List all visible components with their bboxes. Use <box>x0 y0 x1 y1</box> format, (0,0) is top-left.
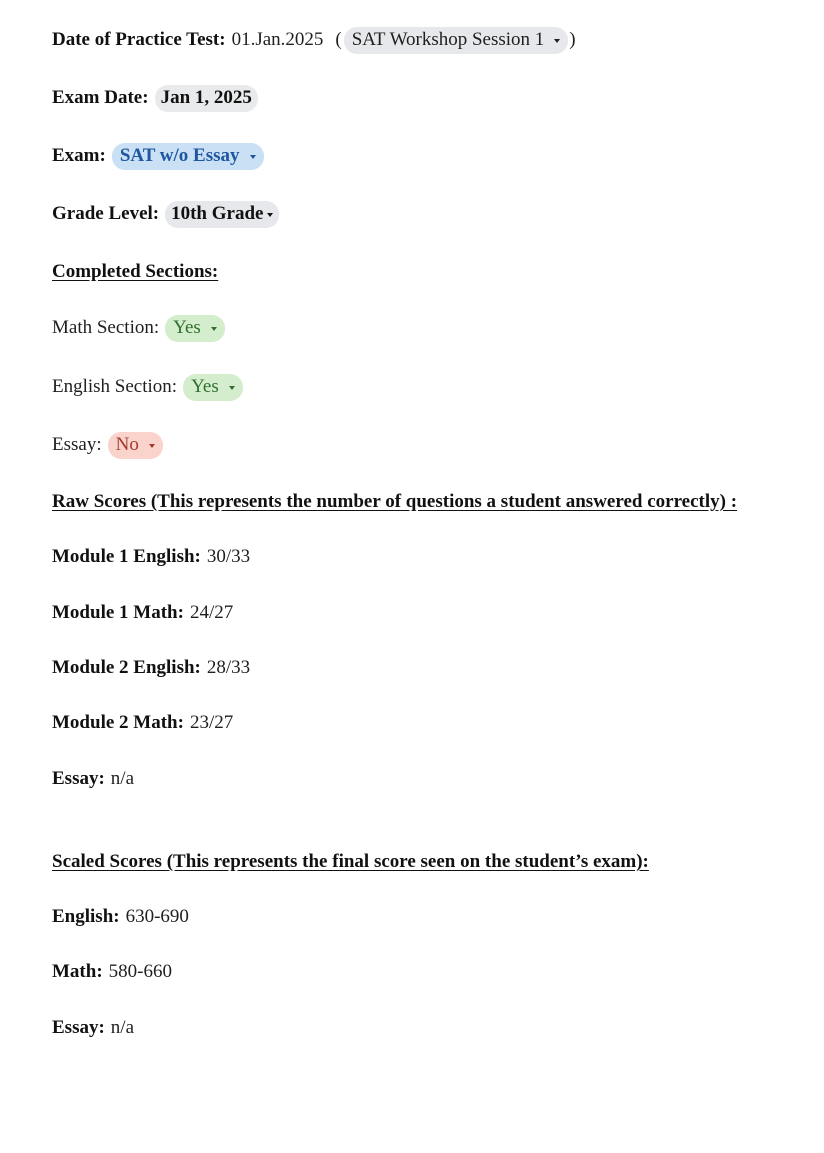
scaled-score-value: 630-690 <box>125 906 189 927</box>
raw-score-value: 24/27 <box>189 602 234 623</box>
raw-score-row <box>52 543 250 571</box>
chevron-down-icon <box>229 386 235 390</box>
practice-test-row <box>52 26 576 54</box>
scaled-score-row <box>52 958 172 986</box>
raw-scores-heading-row <box>52 488 737 516</box>
practice-test-date: 01.Jan.2025 <box>231 29 324 50</box>
practice-test-label: Date of Practice Test: <box>52 29 226 50</box>
exam-dropdown[interactable] <box>112 143 264 170</box>
english-section-value: Yes <box>191 376 219 397</box>
raw-score-row <box>52 709 233 737</box>
completed-sections-heading-row <box>52 258 218 286</box>
raw-score-value: n/a <box>110 768 135 789</box>
math-section-value: Yes <box>173 317 201 338</box>
scaled-score-value: n/a <box>110 1017 135 1038</box>
raw-scores-heading: Raw Scores (This represents the number of questions a student answered correctly) : <box>52 491 738 512</box>
exam-date-label: Exam Date: <box>52 87 149 108</box>
math-section-dropdown[interactable] <box>165 315 225 342</box>
exam-date-value: Jan 1, 2025 <box>160 87 252 108</box>
english-section-row <box>52 373 243 401</box>
raw-score-value: 30/33 <box>206 546 251 567</box>
essay-section-label: Essay: <box>52 434 102 455</box>
grade-level-value: 10th Grade <box>171 203 264 224</box>
paren-close: ) <box>569 29 576 50</box>
math-section-row <box>52 314 225 342</box>
exam-label: Exam: <box>52 145 106 166</box>
chevron-down-icon <box>149 444 155 448</box>
english-section-label: English Section: <box>52 376 178 397</box>
exam-date-row <box>52 84 258 112</box>
essay-section-dropdown[interactable] <box>108 432 163 459</box>
raw-score-row <box>52 654 250 682</box>
raw-score-label: Module 2 Math: <box>52 712 184 733</box>
scaled-score-label: English: <box>52 906 120 927</box>
math-section-label: Math Section: <box>52 317 160 338</box>
raw-score-row <box>52 599 233 627</box>
scaled-score-label: Math: <box>52 961 103 982</box>
completed-sections-heading: Completed Sections: <box>52 261 219 282</box>
scaled-scores-heading: Scaled Scores (This represents the final score seen on the student’s exam): <box>52 851 649 872</box>
raw-score-row <box>52 765 134 793</box>
scaled-score-row <box>52 903 189 931</box>
grade-level-row <box>52 200 279 228</box>
english-section-dropdown[interactable] <box>183 374 243 401</box>
scaled-score-row <box>52 1014 134 1042</box>
exam-dropdown-value: SAT w/o Essay <box>119 145 240 166</box>
chevron-down-icon <box>250 155 256 159</box>
session-dropdown-value: SAT Workshop Session 1 <box>351 29 545 50</box>
raw-score-label: Essay: <box>52 768 105 789</box>
exam-date-chip[interactable] <box>155 85 258 112</box>
raw-score-label: Module 1 English: <box>52 546 201 567</box>
essay-section-value: No <box>115 434 139 455</box>
paren-open: ( <box>335 29 342 50</box>
raw-score-value: 23/27 <box>189 712 234 733</box>
scaled-scores-heading-row <box>52 848 649 876</box>
essay-section-row <box>52 431 163 459</box>
chevron-down-icon <box>554 39 560 43</box>
raw-score-label: Module 2 English: <box>52 657 201 678</box>
chevron-down-icon <box>267 213 273 217</box>
session-dropdown[interactable] <box>344 27 569 54</box>
raw-score-value: 28/33 <box>206 657 251 678</box>
raw-score-label: Module 1 Math: <box>52 602 184 623</box>
exam-row <box>52 142 264 170</box>
scaled-score-value: 580-660 <box>108 961 172 982</box>
scaled-score-label: Essay: <box>52 1017 105 1038</box>
grade-level-dropdown[interactable] <box>165 201 279 228</box>
chevron-down-icon <box>211 327 217 331</box>
grade-level-label: Grade Level: <box>52 203 160 224</box>
